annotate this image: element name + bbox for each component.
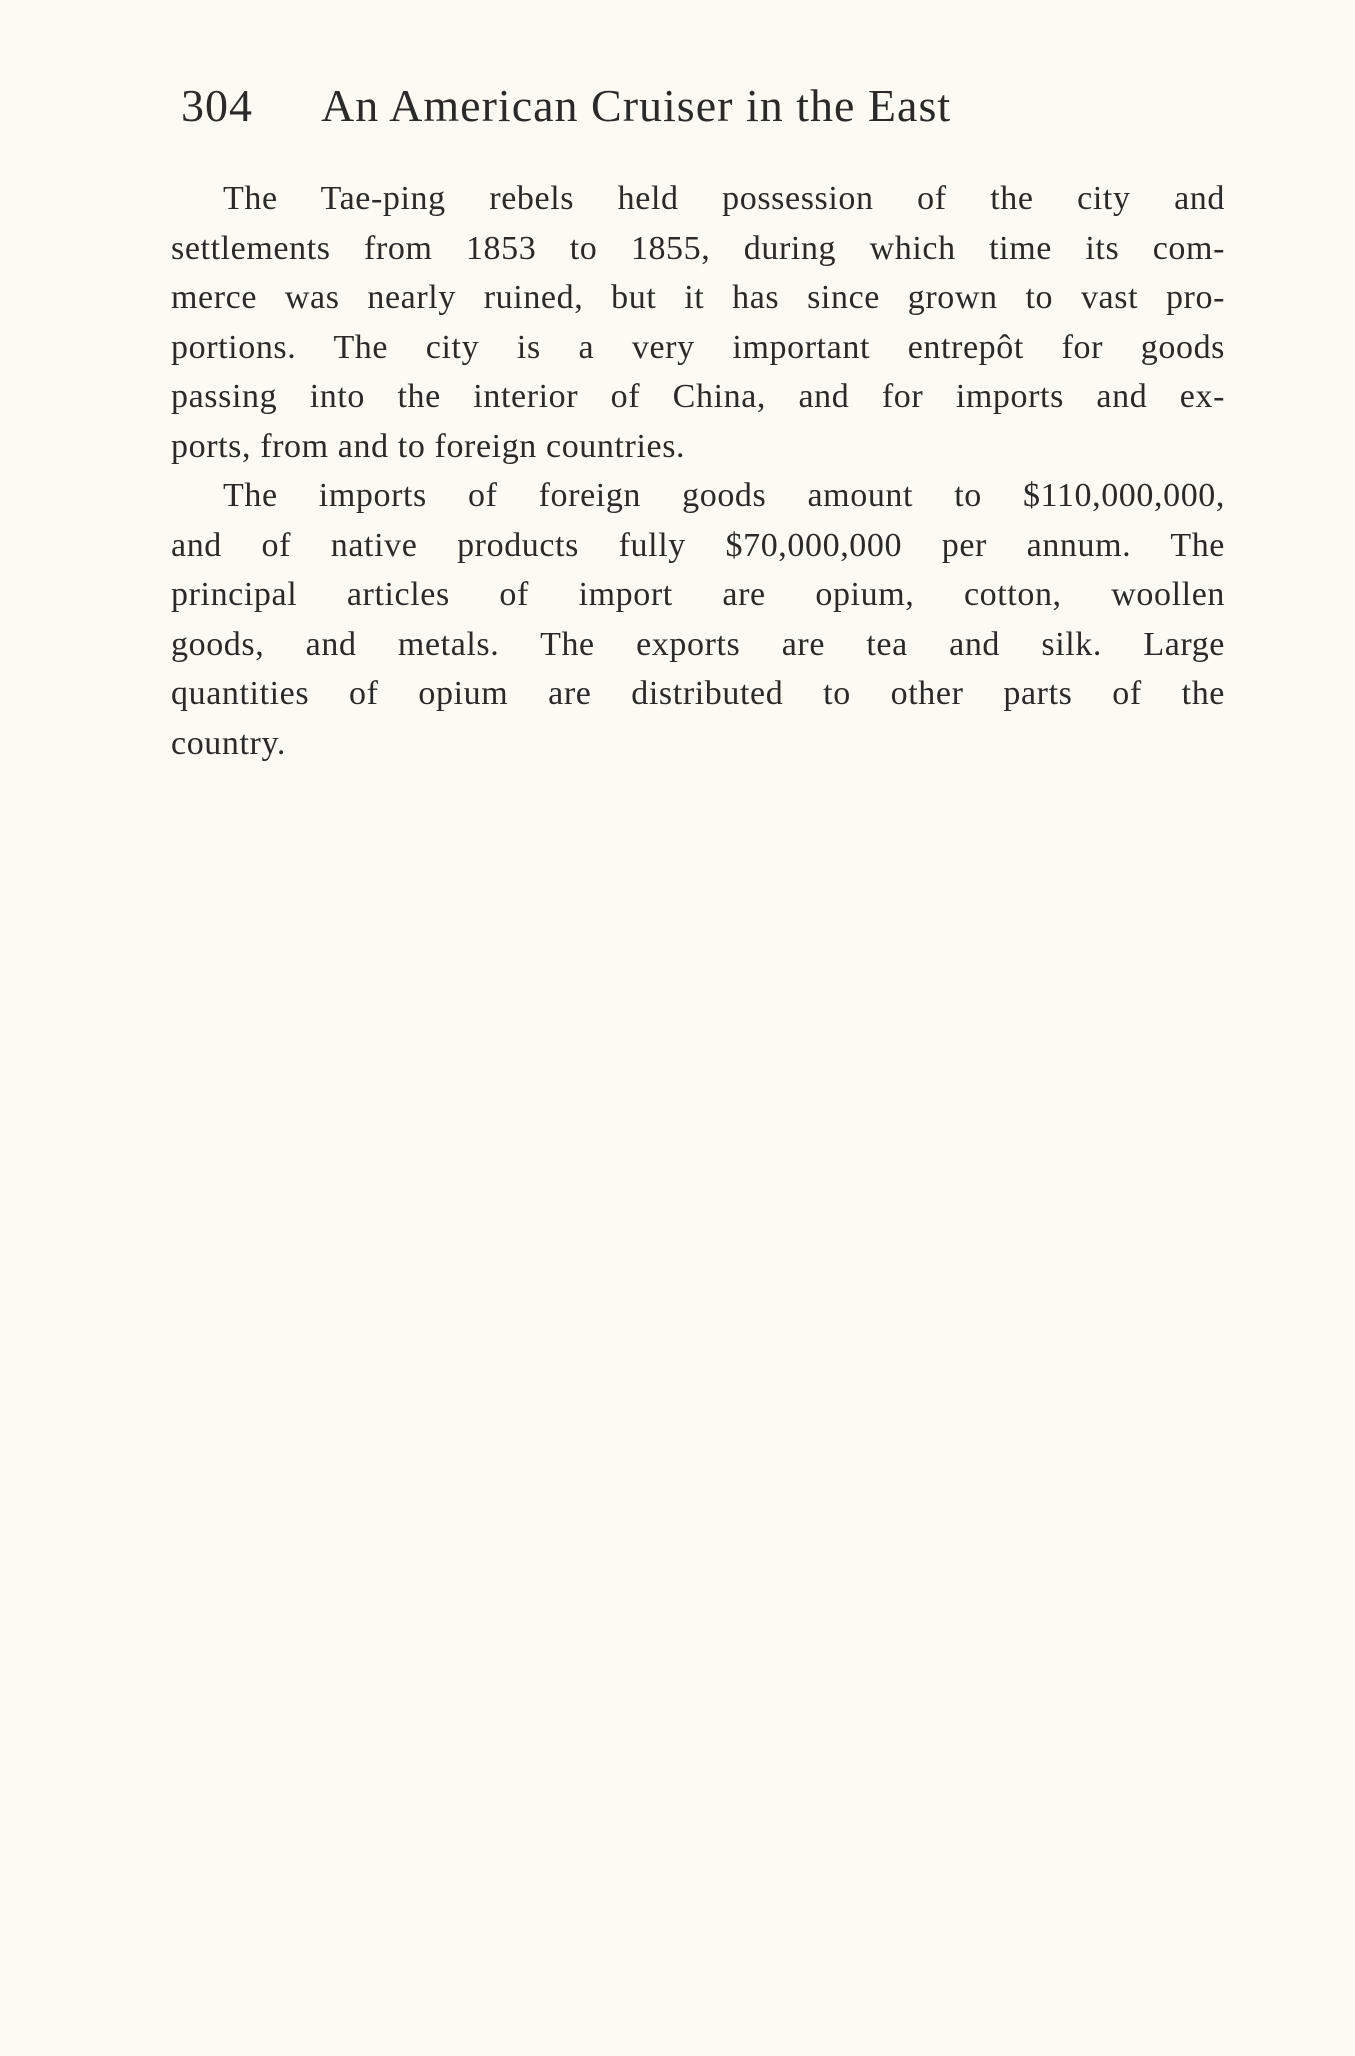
paragraph-2-line-1: The imports of foreign goods amount to $110,000,000, [223,477,1225,514]
paragraph-1-line-4: portions. The city is a very important entrepôt for goods [171,328,1225,366]
paragraph-2-line-2: and of native products fully $70,000,000 per annum. The [171,526,1225,564]
paragraph-2-line-4: goods, and metals. The exports are tea and silk. Large [171,625,1225,663]
paragraph-2-line-5: quantities of opium are distributed to other parts of the [171,675,1225,712]
paragraph-1-line-2: settlements from 1853 to 1855, during which time its com- [171,229,1225,267]
paragraph-1-line-5: passing into the interior of China, and for imports and ex- [171,378,1225,415]
paragraph-2-line-6: country. [171,724,286,762]
paragraph-1-line-6: ports, from and to foreign countries. [171,427,686,465]
paragraph-1-line-1: The Tae-ping rebels held possession of the city and [223,180,1225,217]
body-text [171,174,1225,768]
running-head [181,78,1131,138]
paragraph-1-line-3: merce was nearly ruined, but it has since grown to vast pro- [171,279,1225,316]
page-number: 304 [181,80,253,131]
paragraph-2-line-3: principal articles of import are opium, cotton, woollen [171,576,1225,613]
book-title: An American Cruiser in the East [321,80,952,131]
